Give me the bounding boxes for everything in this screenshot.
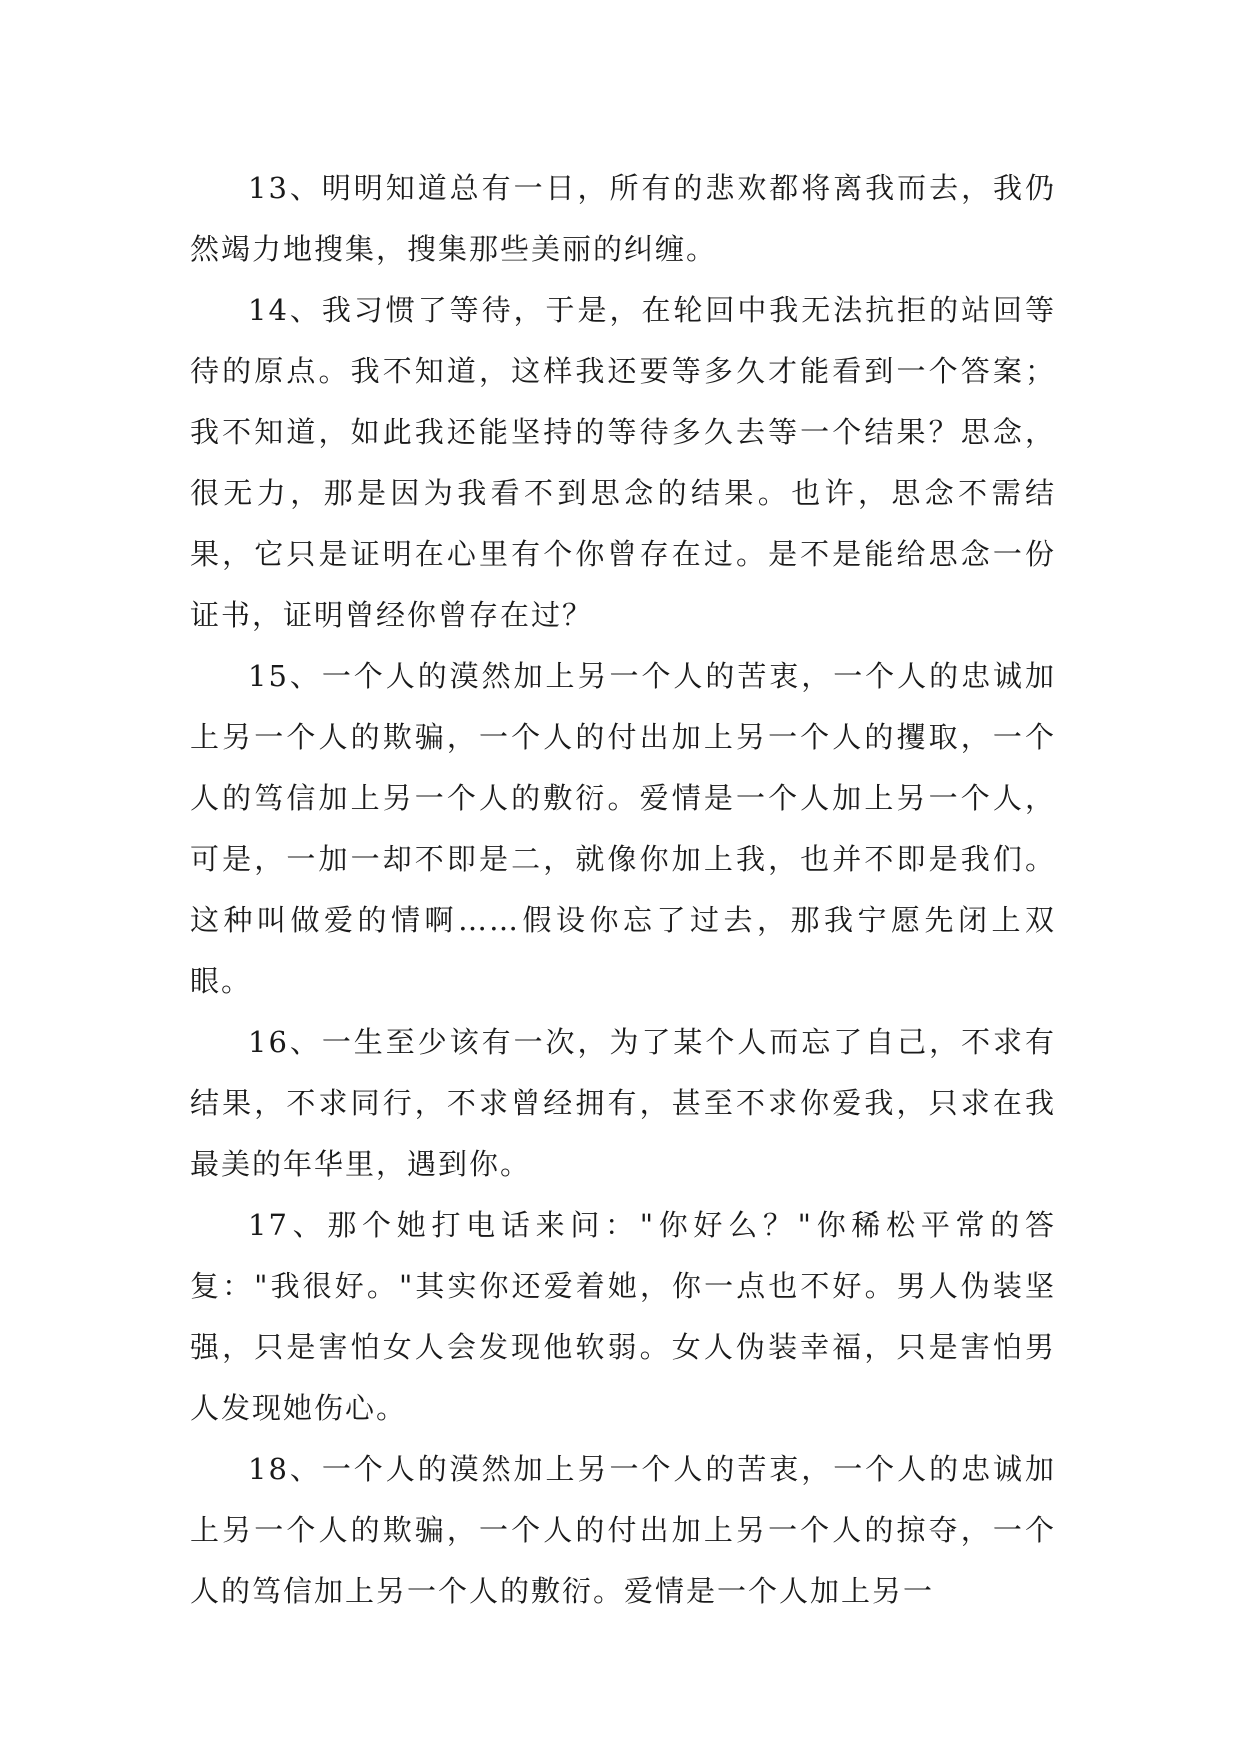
paragraph-17: 17、那个她打电话来问："你好么？"你稀松平常的答复："我很好。"其实你还爱着她，你一点也不好。男人伪装坚强，只是害怕女人会发现他软弱。女人伪装幸福，只是害怕男人发现她伤心。 (190, 1208, 1056, 1425)
paragraph-14: 14、我习惯了等待，于是，在轮回中我无法抗拒的站回等待的原点。我不知道，这样我还要等多久才能看到一个答案；我不知道，如此我还能坚持的等待多久去等一个结果？思念，很无力，那是因为我看不到思念的结果。也许，思念不需结果，它只是证明在心里有个你曾存在过。是不是能给思念一份证书，证明曾经你曾存在过？ (190, 293, 1056, 632)
paragraph-15: 15、一个人的漠然加上另一个人的苦衷，一个人的忠诚加上另一个人的欺骗，一个人的付出加上另一个人的攫取，一个人的笃信加上另一个人的敷衍。爱情是一个人加上另一个人，可是，一加一却不即是二，就像你加上我，也并不即是我们。这种叫做爱的情啊……假设你忘了过去，那我宁愿先闭上双眼。 (190, 659, 1056, 998)
paragraph-16: 16、一生至少该有一次，为了某个人而忘了自己，不求有结果，不求同行，不求曾经拥有，甚至不求你爱我，只求在我最美的年华里，遇到你。 (190, 1025, 1056, 1181)
document-body (190, 158, 1056, 1622)
paragraph-18: 18、一个人的漠然加上另一个人的苦衷，一个人的忠诚加上另一个人的欺骗，一个人的付出加上另一个人的掠夺，一个人的笃信加上另一个人的敷衍。爱情是一个人加上另一 (190, 1452, 1056, 1608)
paragraph-13: 13、明明知道总有一日，所有的悲欢都将离我而去，我仍然竭力地搜集，搜集那些美丽的纠缠。 (190, 171, 1056, 266)
